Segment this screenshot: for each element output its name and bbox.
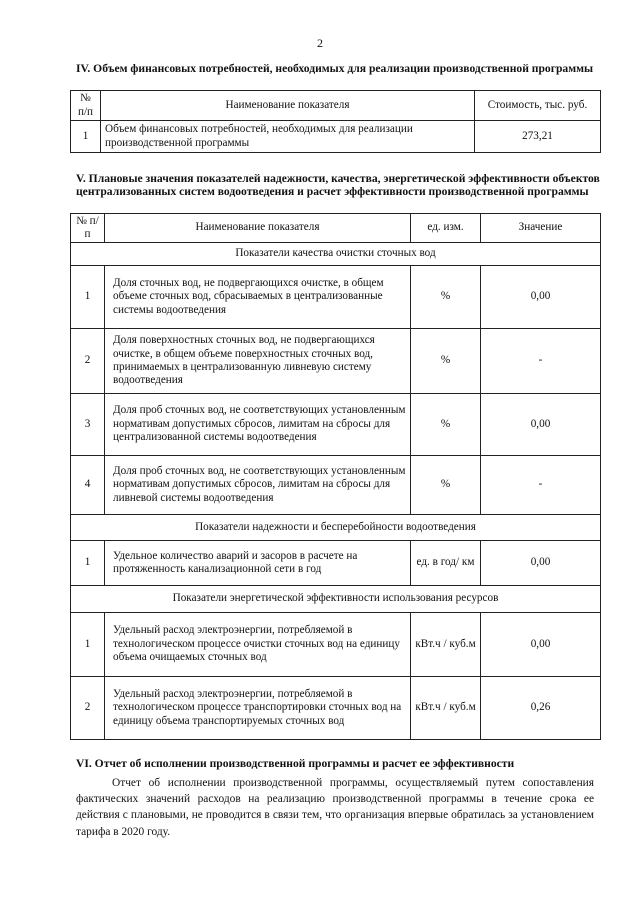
row-num: 1 <box>71 541 105 586</box>
group-title-row <box>71 243 601 266</box>
row-value: 0,00 <box>481 541 601 586</box>
table-row <box>71 329 601 394</box>
header-unit: ед. изм. <box>411 214 481 243</box>
header-cost: Стоимость, тыс. руб. <box>475 91 601 121</box>
header-name: Наименование показателя <box>101 91 475 121</box>
indicators-table <box>70 213 601 740</box>
row-name: Доля проб сточных вод, не соответствующих установленным нормативам допустимых сбросов, лимитам на сбросы для ливневой системы водоотведения <box>105 456 411 515</box>
table-header-row <box>71 91 601 121</box>
table-header-row <box>71 214 601 243</box>
header-name: Наименование показателя <box>105 214 411 243</box>
group-title-energy: Показатели энергетической эффективности использования ресурсов <box>71 586 601 613</box>
row-value: 0,00 <box>481 266 601 329</box>
row-value: 0,00 <box>481 394 601 456</box>
table-row <box>71 613 601 677</box>
row-num: 2 <box>71 329 105 394</box>
section-4-heading: IV. Объем финансовых потребностей, необходимых для реализации производственной программы <box>76 62 594 75</box>
row-value: - <box>481 329 601 394</box>
row-num: 1 <box>71 121 101 153</box>
row-unit: % <box>411 329 481 394</box>
header-num: № п/п <box>71 91 101 121</box>
row-value: 0,00 <box>481 613 601 677</box>
group-title-row <box>71 586 601 613</box>
row-num: 2 <box>71 677 105 740</box>
table-row <box>71 121 601 153</box>
group-title-row <box>71 515 601 541</box>
row-name: Доля поверхностных сточных вод, не подвергающихся очистке, в общем объеме поверхностных сточных вод, принимаемых в централизованную ливневую систему водоотведения <box>105 329 411 394</box>
table-row <box>71 677 601 740</box>
row-name: Удельное количество аварий и засоров в расчете на протяженность канализационной сети в год <box>105 541 411 586</box>
row-name: Доля сточных вод, не подвергающихся очистке, в общем объеме сточных вод, сбрасываемых в централизованные системы водоотведения <box>105 266 411 329</box>
header-num: № п/п <box>71 214 105 243</box>
row-unit: кВт.ч / куб.м <box>411 613 481 677</box>
table-row <box>71 541 601 586</box>
row-cost: 273,21 <box>475 121 601 153</box>
report-paragraph-text: Отчет об исполнении производственной программы, осуществляемый путем сопоставления фактических значений расходов на реализацию производственной программы в течение срока ее действия с плановыми, не проводится в связи тем, что организация впервые обратилась за установлением тарифа в 2020 году. <box>76 777 594 838</box>
section-6-heading: VI. Отчет об исполнении производственной программы и расчет ее эффективности <box>76 757 515 770</box>
table-row <box>71 456 601 515</box>
group-title-quality: Показатели качества очистки сточных вод <box>71 243 601 266</box>
row-num: 3 <box>71 394 105 456</box>
header-value: Значение <box>481 214 601 243</box>
row-unit: % <box>411 394 481 456</box>
row-name: Объем финансовых потребностей, необходимых для реализации производственной программы <box>101 121 475 153</box>
row-num: 4 <box>71 456 105 515</box>
row-unit: % <box>411 266 481 329</box>
row-value: - <box>481 456 601 515</box>
row-value: 0,26 <box>481 677 601 740</box>
row-name: Удельный расход электроэнергии, потребляемой в технологическом процессе очистки сточных вод на единицу объема очищаемых сточных вод <box>105 613 411 677</box>
table-row <box>71 394 601 456</box>
row-unit: кВт.ч / куб.м <box>411 677 481 740</box>
table-row <box>71 266 601 329</box>
row-num: 1 <box>71 613 105 677</box>
row-name: Доля проб сточных вод, не соответствующих установленным нормативам допустимых сбросов, лимитам на сбросы для централизованной системы водоотведения <box>105 394 411 456</box>
page-number: 2 <box>317 36 323 50</box>
section-5-heading: V. Плановые значения показателей надежности, качества, энергетической эффективности объектов централизованных систем водоотведения и расчет эффективности производственной программы <box>76 172 600 198</box>
report-paragraph <box>76 775 594 840</box>
group-title-reliability: Показатели надежности и бесперебойности водоотведения <box>71 515 601 541</box>
row-unit: % <box>411 456 481 515</box>
financial-needs-table <box>70 90 601 153</box>
row-unit: ед. в год/ км <box>411 541 481 586</box>
row-num: 1 <box>71 266 105 329</box>
row-name: Удельный расход электроэнергии, потребляемой в технологическом процессе транспортировки сточных вод на единицу объема транспортируемых сточных вод <box>105 677 411 740</box>
